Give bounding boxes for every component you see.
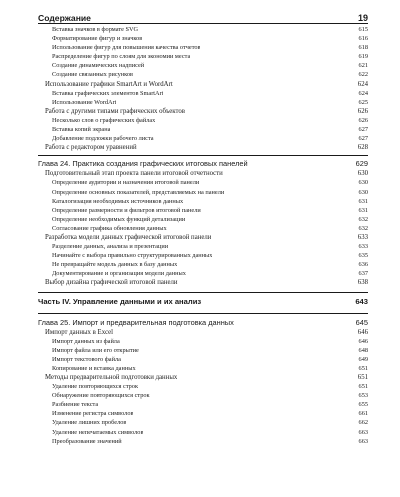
toc-entry-page: 621 bbox=[358, 62, 368, 70]
toc-subsection-entry[interactable] bbox=[38, 400, 368, 409]
toc-part-title: Часть IV. Управление данными и их анализ bbox=[38, 296, 202, 306]
toc-entry-title: Использование WordArt bbox=[52, 98, 117, 106]
toc-entry-page: 631 bbox=[358, 206, 368, 214]
toc-entry-title: Определение основных показателей, представляемых на панели bbox=[52, 188, 225, 196]
toc-subsection-entry[interactable] bbox=[38, 364, 368, 373]
toc-subsection-entry[interactable] bbox=[38, 391, 368, 400]
toc-subsection-entry[interactable] bbox=[38, 355, 368, 364]
toc-section-entry[interactable] bbox=[38, 107, 368, 116]
toc-chapter-page: 629 bbox=[355, 159, 368, 169]
toc-entry-title: Работа с другими типами графических объектов bbox=[45, 107, 185, 115]
toc-subsection-entry[interactable] bbox=[38, 337, 368, 346]
toc-subsection-entry[interactable] bbox=[38, 224, 368, 233]
toc-entry-page: 638 bbox=[357, 279, 368, 287]
toc-entry-page: 626 bbox=[357, 107, 368, 115]
toc-block-graphics bbox=[38, 24, 368, 152]
toc-entry-title: Согласование графика обновления данных bbox=[52, 224, 167, 232]
toc-entry-title: Несколько слов о графических файлах bbox=[52, 116, 156, 124]
running-header bbox=[38, 0, 368, 24]
toc-entry-title: Использование графики SmartArt и WordArt bbox=[45, 80, 173, 88]
toc-entry-page: 616 bbox=[358, 35, 368, 43]
toc-section-entry[interactable] bbox=[38, 233, 368, 242]
toc-subsection-entry[interactable] bbox=[38, 188, 368, 197]
toc-chapter-page: 645 bbox=[355, 317, 368, 327]
toc-entry-title: Разработка модели данных графической итоговой панели bbox=[45, 233, 212, 241]
toc-entry-title: Удаление лишних пробелов bbox=[52, 419, 127, 427]
toc-entry-page: 633 bbox=[357, 233, 368, 241]
toc-subsection-entry[interactable] bbox=[38, 260, 368, 269]
toc-entry-page: 662 bbox=[358, 419, 368, 427]
toc-entry-title: Документирование и организация модели данных bbox=[52, 270, 186, 278]
toc-entry-title: Импорт файла или его открытие bbox=[52, 346, 139, 354]
toc-entry-page: 628 bbox=[357, 144, 368, 152]
toc-entry-title: Преобразование значений bbox=[52, 437, 122, 445]
toc-section-entry[interactable] bbox=[38, 143, 368, 152]
toc-subsection-entry[interactable] bbox=[38, 178, 368, 187]
toc-entry-title: Удаление повторяющихся строк bbox=[52, 383, 139, 391]
running-header-title: Содержание bbox=[38, 13, 91, 23]
toc-subsection-entry[interactable] bbox=[38, 251, 368, 260]
toc-entry-page: 663 bbox=[358, 428, 368, 436]
toc-entry-title: Определение необходимых функций детализации bbox=[52, 215, 186, 223]
toc-entry-title: Добавление подложки рабочего листа bbox=[52, 135, 154, 143]
toc-entry-title: Каталогизация необходимых источников данных bbox=[52, 197, 184, 205]
toc-block-import bbox=[38, 328, 368, 446]
toc-entry-page: 651 bbox=[358, 383, 368, 391]
toc-part-page: 643 bbox=[355, 296, 368, 306]
toc-entry-title: Вставка копий экрана bbox=[52, 126, 111, 134]
toc-subsection-entry[interactable] bbox=[38, 409, 368, 418]
toc-entry-page: 632 bbox=[358, 215, 368, 223]
toc-subsection-entry[interactable] bbox=[38, 34, 368, 43]
toc-entry-page: 651 bbox=[357, 374, 368, 381]
toc-section-entry[interactable] bbox=[38, 80, 368, 89]
toc-entry-page: 632 bbox=[358, 224, 368, 232]
toc-subsection-entry[interactable] bbox=[38, 437, 368, 446]
toc-entry-title: Начинайте с выбора правильно структурированных данных bbox=[52, 252, 213, 260]
toc-entry-page: 627 bbox=[358, 126, 368, 134]
toc-section-entry[interactable] bbox=[38, 373, 368, 382]
toc-entry-page: 648 bbox=[358, 346, 368, 354]
toc-section-entry[interactable] bbox=[38, 278, 368, 287]
toc-entry-title: Создание динамических надписей bbox=[52, 62, 145, 70]
toc-entry-title: Изменение регистра символов bbox=[52, 410, 134, 418]
toc-entry-page: 655 bbox=[358, 401, 368, 409]
toc-entry-title: Использование фигур для повышения качества отчетов bbox=[52, 44, 201, 52]
toc-entry-page: 619 bbox=[358, 53, 368, 61]
toc-entry-page: 626 bbox=[358, 116, 368, 124]
toc-entry-page: 627 bbox=[358, 135, 368, 143]
toc-entry-page: 646 bbox=[357, 328, 368, 336]
toc-entry-title: Распределение фигур по слоям для экономии места bbox=[52, 53, 191, 61]
toc-entry-title: Импорт данных из файла bbox=[52, 337, 120, 345]
toc-entry-title: Создание связанных рисунков bbox=[52, 71, 133, 79]
toc-entry-title: Определение размерности и фильтров итоговой панели bbox=[52, 206, 201, 214]
page-number: 19 bbox=[357, 13, 368, 23]
toc-entry-page: 653 bbox=[358, 392, 368, 400]
toc-subsection-entry[interactable] bbox=[38, 70, 368, 79]
toc-entry-title: Подготовительный этап проекта панели итоговой отчетности bbox=[45, 170, 223, 178]
toc-entry-page: 622 bbox=[358, 71, 368, 79]
toc-entry-page: 633 bbox=[358, 243, 368, 251]
toc-subsection-entry[interactable] bbox=[38, 382, 368, 391]
toc-subsection-entry[interactable] bbox=[38, 25, 368, 34]
toc-subsection-entry[interactable] bbox=[38, 43, 368, 52]
toc-entry-title: Форматирование фигур и значков bbox=[52, 35, 143, 43]
toc-subsection-entry[interactable] bbox=[38, 346, 368, 355]
toc-entry-title: Обнаружение повторяющихся строк bbox=[52, 392, 150, 400]
toc-entry-page: 637 bbox=[358, 270, 368, 278]
toc-subsection-entry[interactable] bbox=[38, 125, 368, 134]
toc-entry-title: Определение аудитории и назначения итоговой панели bbox=[52, 179, 200, 187]
toc-entry-page: 624 bbox=[357, 80, 368, 88]
toc-entry-title: Разделение данных, анализа и презентации bbox=[52, 243, 169, 251]
toc-entry-page: 624 bbox=[358, 89, 368, 97]
toc-chapter-24[interactable] bbox=[38, 155, 368, 169]
toc-subsection-entry[interactable] bbox=[38, 98, 368, 107]
toc-subsection-entry[interactable] bbox=[38, 269, 368, 278]
toc-entry-page: 630 bbox=[357, 170, 368, 178]
toc-entry-page: 615 bbox=[358, 26, 368, 33]
toc-entry-page: 630 bbox=[358, 179, 368, 187]
toc-section-entry[interactable] bbox=[38, 169, 368, 178]
toc-entry-page: 646 bbox=[358, 337, 368, 345]
toc-entry-page: 636 bbox=[358, 261, 368, 269]
toc-entry-page: 635 bbox=[358, 252, 368, 260]
toc-section-entry[interactable] bbox=[38, 328, 368, 337]
toc-subsection-entry[interactable] bbox=[38, 61, 368, 70]
toc-entry-page: 630 bbox=[358, 188, 368, 196]
toc-subsection-entry[interactable] bbox=[38, 134, 368, 143]
toc-entry-title: Не превращайте модель данных в базу данных bbox=[52, 261, 178, 269]
toc-entry-page: 649 bbox=[358, 355, 368, 363]
toc-chapter-25[interactable] bbox=[38, 313, 368, 328]
toc-subsection-entry[interactable] bbox=[38, 89, 368, 98]
toc-entry-page: 625 bbox=[358, 98, 368, 106]
toc-entry-title: Удаление непечатаемых символов bbox=[52, 428, 144, 436]
toc-chapter-title: Глава 24. Практика создания графических итоговых панелей bbox=[38, 159, 248, 169]
toc-entry-page: 618 bbox=[358, 44, 368, 52]
toc-entry-title: Разбиение текста bbox=[52, 401, 99, 409]
toc-entry-page: 631 bbox=[358, 197, 368, 205]
toc-entry-title: Вставка графических элементов SmartArt bbox=[52, 89, 164, 97]
toc-entry-title: Работа с редактором уравнений bbox=[45, 144, 137, 152]
toc-subsection-entry[interactable] bbox=[38, 428, 368, 437]
toc-subsection-entry[interactable] bbox=[38, 206, 368, 215]
toc-entry-title: Вставка значков в формате SVG bbox=[52, 26, 139, 33]
toc-chapter-title: Глава 25. Импорт и предварительная подготовка данных bbox=[38, 317, 234, 327]
toc-subsection-entry[interactable] bbox=[38, 215, 368, 224]
toc-entry-page: 651 bbox=[358, 364, 368, 372]
toc-entry-page: 661 bbox=[358, 410, 368, 418]
toc-entry-title: Копирование и вставка данных bbox=[52, 364, 136, 372]
toc-subsection-entry[interactable] bbox=[38, 242, 368, 251]
toc-block-dashboards bbox=[38, 169, 368, 287]
toc-entry-title: Импорт данных в Excel bbox=[45, 328, 114, 336]
toc-entry-page: 663 bbox=[358, 437, 368, 445]
toc-entry-title: Методы предварительной подготовки данных bbox=[45, 374, 178, 381]
toc-subsection-entry[interactable] bbox=[38, 52, 368, 61]
toc-part-4[interactable] bbox=[38, 292, 368, 307]
toc-entry-title: Импорт текстового файла bbox=[52, 355, 121, 363]
toc-subsection-entry[interactable] bbox=[38, 197, 368, 206]
toc-subsection-entry[interactable] bbox=[38, 418, 368, 427]
toc-entry-title: Выбор дизайна графической итоговой панели bbox=[45, 279, 178, 287]
toc-subsection-entry[interactable] bbox=[38, 116, 368, 125]
